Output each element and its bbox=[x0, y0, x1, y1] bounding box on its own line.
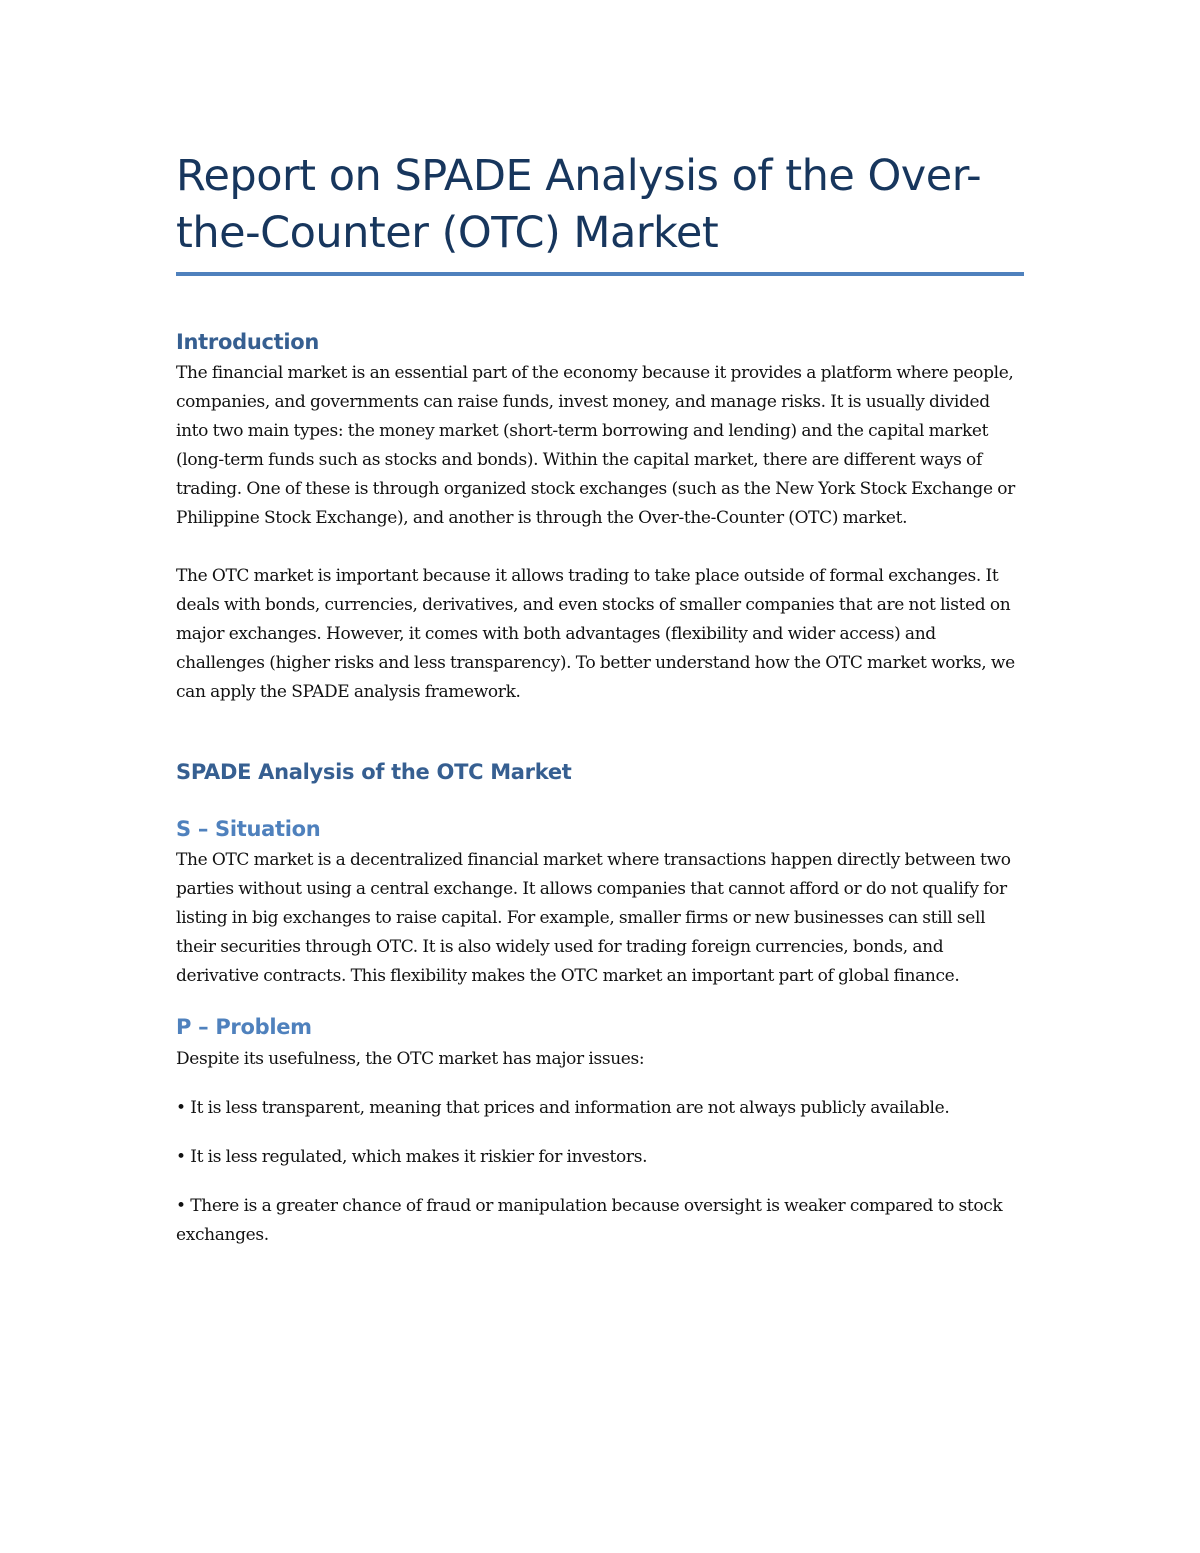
introduction-paragraph-1: The financial market is an essential part of the economy because it provides a platform where people, companies, and governments can raise funds, invest money, and manage risks. It is usually divided into two main types: the money market (short-term borrowing and lending) and the capital market (long-term funds such as stocks and bonds). Within the capital market, there are different ways of trading. One of these is through organized stock exchanges (such as the New York Stock Exchange or Philippine Stock Exchange), and another is through the Over-the-Counter (OTC) market. bbox=[176, 363, 1015, 528]
situation-paragraph: The OTC market is a decentralized financial market where transactions happen directly between two parties without using a central exchange. It allows companies that cannot afford or do not qualify for listing in big exchanges to raise capital. For example, smaller firms or new businesses can still sell their securities through OTC. It is also widely used for trading foreign currencies, bonds, and derivative contracts. This flexibility makes the OTC market an important part of global finance. bbox=[176, 850, 1011, 986]
title-underline bbox=[176, 272, 1024, 276]
introduction-paragraph-2: The OTC market is important because it allows trading to take place outside of formal exchanges. It deals with bonds, currencies, derivatives, and even stocks of smaller companies that are not listed on major exchanges. However, it comes with both advantages (flexibility and wider access) and challenges (higher risks and less transparency). To better understand how the OTC market works, we can apply the SPADE analysis framework. bbox=[176, 566, 1015, 702]
problem-bullet-2: • It is less regulated, which makes it riskier for investors. bbox=[176, 1147, 648, 1167]
problem-heading: P – Problem bbox=[176, 1015, 312, 1039]
document-title: Report on SPADE Analysis of the Over-the-Counter (OTC) Market bbox=[176, 151, 982, 258]
situation-heading: S – Situation bbox=[176, 817, 321, 841]
document-body bbox=[176, 148, 1026, 1250]
introduction-heading: Introduction bbox=[176, 330, 320, 354]
problem-intro: Despite its usefulness, the OTC market has major issues: bbox=[176, 1049, 645, 1069]
problem-bullet-3: • There is a greater chance of fraud or manipulation because oversight is weaker compared to stock exchanges. bbox=[176, 1196, 1003, 1245]
problem-bullet-1: • It is less transparent, meaning that prices and information are not always publicly available. bbox=[176, 1098, 950, 1118]
spade-analysis-heading: SPADE Analysis of the OTC Market bbox=[176, 760, 572, 784]
